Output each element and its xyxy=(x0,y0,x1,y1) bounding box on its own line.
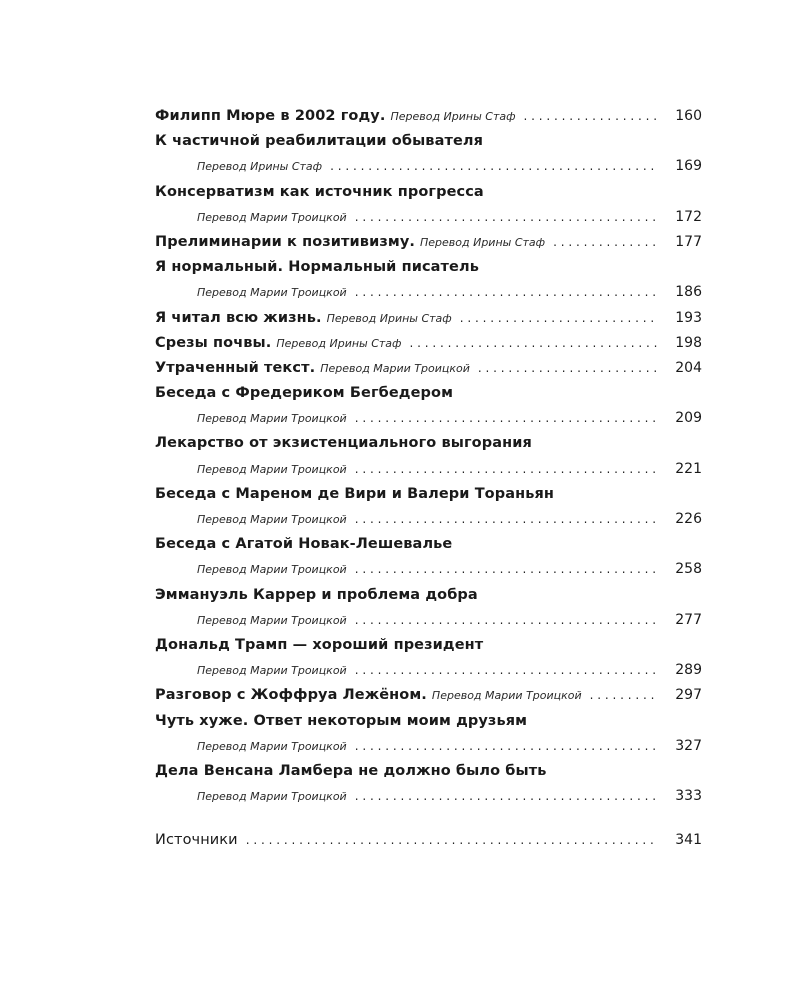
toc-entry-title: Разговор с Жоффруа Лежёном. xyxy=(155,687,427,704)
toc-entry xyxy=(155,683,702,708)
toc-entry xyxy=(155,431,702,456)
toc-entry-page: 333 xyxy=(675,788,702,805)
dot-leader xyxy=(460,306,658,331)
dot-leader xyxy=(553,230,658,255)
toc-entry xyxy=(155,104,702,129)
toc-entry-continuation xyxy=(155,658,702,683)
toc-entry xyxy=(155,306,702,331)
dot-leader xyxy=(478,356,658,381)
dot-leader xyxy=(355,608,658,633)
dot-leader xyxy=(355,406,658,431)
toc-entry-translator: Перевод Марии Троицкой xyxy=(197,664,347,678)
toc-entry-title: Филипп Мюре в 2002 году. xyxy=(155,108,386,124)
toc-entry-translator: Перевод Марии Троицкой xyxy=(197,563,347,577)
toc-entry-title: Утраченный текст. xyxy=(155,359,316,376)
toc-entry-page: 226 xyxy=(675,511,702,527)
dot-leader xyxy=(409,331,658,356)
toc-entry-page: 258 xyxy=(675,561,702,578)
sources-page: 341 xyxy=(675,832,702,848)
toc-entry-title: Консерватизм как источник прогресса xyxy=(155,183,484,200)
table-of-contents xyxy=(155,104,702,809)
toc-entry xyxy=(155,381,702,406)
dot-leader xyxy=(330,154,658,179)
toc-entry-page: 160 xyxy=(675,108,702,124)
toc-entry-title: Лекарство от экзистенциального выгорания xyxy=(155,435,532,452)
dot-leader xyxy=(355,507,658,532)
toc-entry-translator: Перевод Ирины Стаф xyxy=(197,160,323,174)
toc-entry-continuation xyxy=(155,608,702,633)
dot-leader xyxy=(355,658,658,683)
toc-entry-page: 327 xyxy=(675,737,702,754)
toc-entry xyxy=(155,828,702,853)
dot-leader xyxy=(355,205,658,230)
toc-entry-translator: Перевод Марии Троицкой xyxy=(197,462,347,476)
dot-leader xyxy=(355,734,658,759)
toc-entry-continuation xyxy=(155,457,702,482)
toc-entry-continuation xyxy=(155,557,702,582)
dot-leader xyxy=(246,828,658,853)
toc-entry-translator: Перевод Марии Троицкой xyxy=(197,739,347,753)
toc-entry-page: 289 xyxy=(675,662,702,679)
toc-entry xyxy=(155,255,702,280)
sources-title: Источники xyxy=(155,832,238,848)
dot-leader xyxy=(355,784,658,809)
dot-leader xyxy=(355,557,658,582)
sources-entry xyxy=(155,828,702,853)
toc-entry-translator: Перевод Марии Троицкой xyxy=(197,412,347,426)
toc-entry xyxy=(155,583,702,608)
toc-entry-translator: Перевод Марии Троицкой xyxy=(197,286,347,300)
toc-entry xyxy=(155,180,702,205)
toc-entry-translator: Перевод Марии Троицкой xyxy=(197,513,347,526)
toc-entry xyxy=(155,129,702,154)
toc-entry-title: К частичной реабилитации обывателя xyxy=(155,133,484,150)
toc-entry-translator: Перевод Марии Троицкой xyxy=(320,361,470,375)
toc-entry xyxy=(155,633,702,658)
toc-entry-title: Чуть хуже. Ответ некоторым моим друзьям xyxy=(155,712,528,729)
toc-entry-continuation xyxy=(155,280,702,305)
toc-entry xyxy=(155,532,702,557)
toc-entry-title: Я нормальный. Нормальный писатель xyxy=(155,259,479,276)
toc-entry-title: Беседа с Агатой Новак-Лешевалье xyxy=(155,536,453,553)
toc-entry-continuation xyxy=(155,154,702,179)
toc-entry-page: 221 xyxy=(675,460,702,477)
toc-entry-page: 177 xyxy=(675,233,702,250)
toc-entry-page: 297 xyxy=(675,687,702,704)
toc-entry-continuation xyxy=(155,784,702,809)
toc-entry-translator: Перевод Марии Троицкой xyxy=(197,613,347,627)
toc-entry-continuation xyxy=(155,734,702,759)
dot-leader xyxy=(590,683,658,708)
toc-entry-translator: Перевод Марии Троицкой xyxy=(431,689,582,703)
toc-entry-page: 169 xyxy=(675,158,702,175)
toc-entry-title: Дональд Трамп — хороший президент xyxy=(155,636,484,653)
toc-entry xyxy=(155,356,702,381)
toc-entry-translator: Перевод Ирины Стаф xyxy=(390,110,516,123)
toc-entry-page: 277 xyxy=(675,611,702,628)
toc-entry-translator: Перевод Ирины Стаф xyxy=(326,311,452,325)
toc-entry-title: Беседа с Мареном де Вири и Валери Тораньян xyxy=(155,485,555,502)
toc-entry-translator: Перевод Ирины Стаф xyxy=(276,336,402,350)
toc-entry-page: 204 xyxy=(675,359,702,376)
toc-entry-translator: Перевод Марии Троицкой xyxy=(197,790,347,804)
toc-entry-title: Срезы почвы. xyxy=(155,334,272,351)
toc-entry-title: Я читал всю жизнь. xyxy=(155,309,322,326)
toc-entry-continuation xyxy=(155,406,702,431)
toc-entry xyxy=(155,759,702,784)
toc-entry-page: 193 xyxy=(675,309,702,326)
toc-entry-title: Беседа с Фредериком Бегбедером xyxy=(155,385,454,402)
toc-entry xyxy=(155,230,702,255)
toc-entry xyxy=(155,482,702,507)
dot-leader xyxy=(355,457,658,482)
toc-entry-page: 172 xyxy=(675,208,702,225)
toc-entry-page: 209 xyxy=(675,410,702,427)
toc-entry-translator: Перевод Марии Троицкой xyxy=(197,210,347,224)
toc-entry xyxy=(155,331,702,356)
toc-entry-continuation xyxy=(155,205,702,230)
toc-entry-title: Дела Венсана Ламбера не должно было быть xyxy=(155,762,547,779)
toc-entry-continuation xyxy=(155,507,702,532)
dot-leader xyxy=(524,104,658,129)
toc-entry-title: Прелиминарии к позитивизму. xyxy=(155,233,415,250)
toc-entry xyxy=(155,709,702,734)
toc-entry-title: Эммануэль Каррер и проблема добра xyxy=(155,586,478,603)
toc-entry-translator: Перевод Ирины Стаф xyxy=(419,235,546,249)
toc-entry-page: 198 xyxy=(675,334,702,351)
dot-leader xyxy=(355,280,658,305)
toc-entry-page: 186 xyxy=(675,284,702,301)
